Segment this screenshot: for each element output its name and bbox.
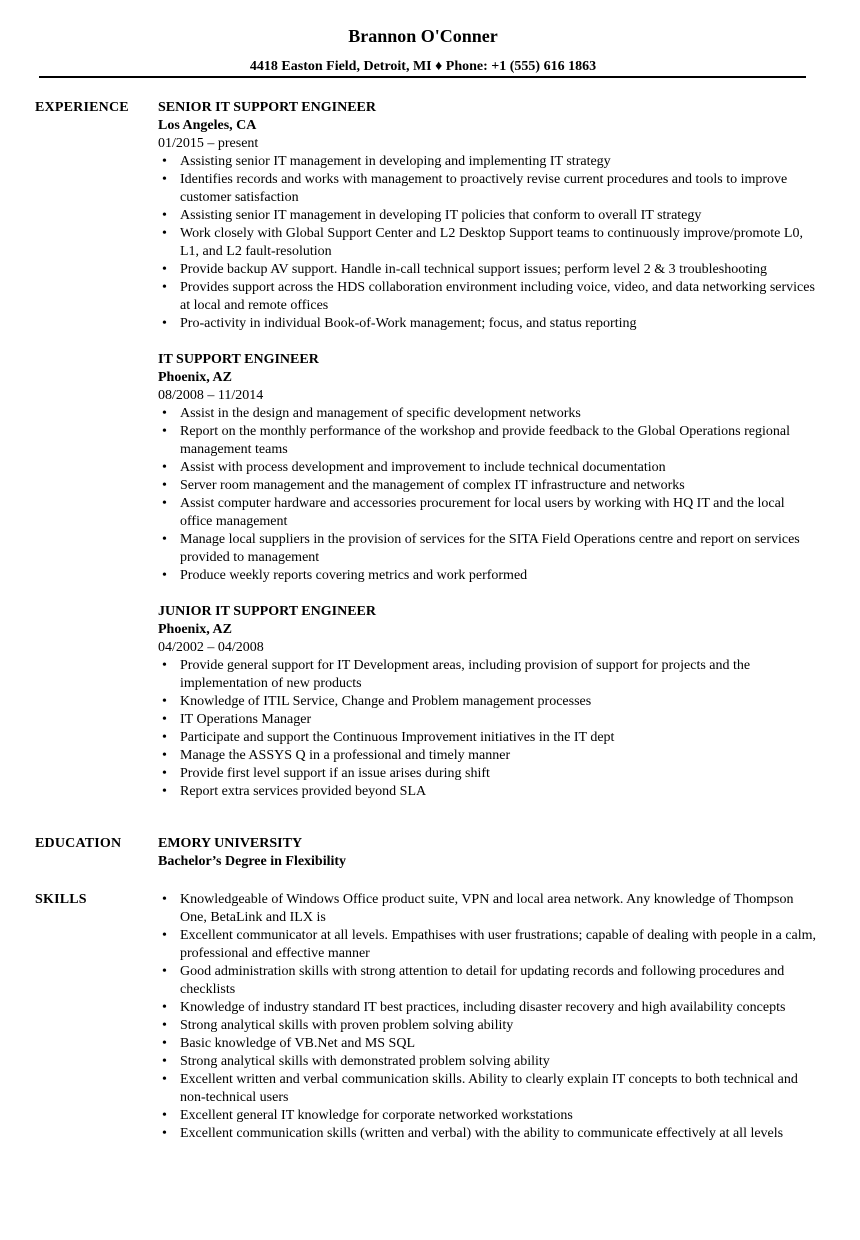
list-item: • Excellent communicator at all levels. Empathises with user frustrations; capable of dealing with people in a calm, professional and effective manner (158, 927, 818, 963)
job-entry (158, 351, 818, 585)
list-item: • Excellent general IT knowledge for corporate networked workstations (158, 1107, 818, 1125)
job-title: SENIOR IT SUPPORT ENGINEER (158, 100, 376, 115)
candidate-name: Brannon O'Conner (348, 26, 498, 46)
section-label-experience: EXPERIENCE (35, 100, 129, 115)
job-dates: 04/2002 – 04/2008 (158, 640, 264, 655)
list-item: • Assist in the design and management of specific development networks (158, 405, 818, 423)
list-item: • Knowledgeable of Windows Office product suite, VPN and local area network. Any knowledge of Thompson One, BetaLink and ILX is (158, 891, 818, 927)
header-divider (39, 76, 806, 78)
list-item: • Basic knowledge of VB.Net and MS SQL (158, 1035, 818, 1053)
list-item: • Produce weekly reports covering metrics and work performed (158, 567, 818, 585)
list-item: • Knowledge of industry standard IT best practices, including disaster recovery and high availability concepts (158, 999, 818, 1017)
skills-list (158, 891, 818, 1143)
list-item: • Assist computer hardware and accessories procurement for local users by working with HQ IT and the local office management (158, 495, 818, 531)
list-item: • Assist with process development and improvement to include technical documentation (158, 459, 818, 477)
job-location: Phoenix, AZ (158, 370, 232, 385)
list-item: • Provide general support for IT Development areas, including provision of support for projects and the implementation of new products (158, 657, 818, 693)
degree: Bachelor’s Degree in Flexibility (158, 854, 347, 869)
section-label-skills: SKILLS (35, 892, 87, 907)
list-item: • Work closely with Global Support Center and L2 Desktop Support teams to continuously improve/promote L0, L1, and L2 fault-resolution (158, 225, 818, 261)
job-duties (158, 153, 818, 333)
skills-list-wrap (158, 891, 818, 1143)
list-item: • Report extra services provided beyond SLA (158, 783, 818, 801)
list-item: • Provides support across the HDS collaboration environment including voice, video, and data networking services at local and remote offices (158, 279, 818, 315)
experience-list (158, 99, 818, 819)
education-entry (158, 835, 818, 871)
list-item: • Excellent communication skills (written and verbal) with the ability to communicate effectively at all levels (158, 1125, 818, 1143)
job-dates: 08/2008 – 11/2014 (158, 388, 264, 403)
job-location: Phoenix, AZ (158, 622, 232, 637)
list-item: • Excellent written and verbal communication skills. Ability to clearly explain IT concepts to both technical and non-technical users (158, 1071, 818, 1107)
list-item: • Assisting senior IT management in developing IT policies that conform to overall IT strategy (158, 207, 818, 225)
school-name: EMORY UNIVERSITY (158, 836, 303, 851)
list-item: • Provide backup AV support. Handle in-call technical support issues; perform level 2 & 3 troubleshooting (158, 261, 818, 279)
job-title: JUNIOR IT SUPPORT ENGINEER (158, 604, 376, 619)
list-item: • Assisting senior IT management in developing and implementing IT strategy (158, 153, 818, 171)
job-duties (158, 657, 818, 801)
list-item: • Strong analytical skills with proven problem solving ability (158, 1017, 818, 1035)
list-item: • Provide first level support if an issue arises during shift (158, 765, 818, 783)
contact-info: 4418 Easton Field, Detroit, MI ♦ Phone: +1 (555) 616 1863 (249, 59, 597, 74)
list-item: • Manage local suppliers in the provision of services for the SITA Field Operations centre and report on services provided to management (158, 531, 818, 567)
job-duties (158, 405, 818, 585)
job-entry (158, 603, 818, 801)
list-item: • Manage the ASSYS Q in a professional and timely manner (158, 747, 818, 765)
list-item: • Pro-activity in individual Book-of-Work management; focus, and status reporting (158, 315, 818, 333)
list-item: • Good administration skills with strong attention to detail for updating records and following procedures and checklists (158, 963, 818, 999)
list-item: • IT Operations Manager (158, 711, 818, 729)
list-item: • Server room management and the management of complex IT infrastructure and networks (158, 477, 818, 495)
section-label-education: EDUCATION (35, 836, 122, 851)
job-title: IT SUPPORT ENGINEER (158, 352, 319, 367)
list-item: • Report on the monthly performance of the workshop and provide feedback to the Global Operations regional management teams (158, 423, 818, 459)
job-location: Los Angeles, CA (158, 118, 257, 133)
list-item: • Participate and support the Continuous Improvement initiatives in the IT dept (158, 729, 818, 747)
list-item: • Knowledge of ITIL Service, Change and Problem management processes (158, 693, 818, 711)
job-dates: 01/2015 – present (158, 136, 259, 151)
list-item: • Strong analytical skills with demonstrated problem solving ability (158, 1053, 818, 1071)
job-entry (158, 99, 818, 333)
list-item: • Identifies records and works with management to proactively revise current procedures and tools to improve customer satisfaction (158, 171, 818, 207)
